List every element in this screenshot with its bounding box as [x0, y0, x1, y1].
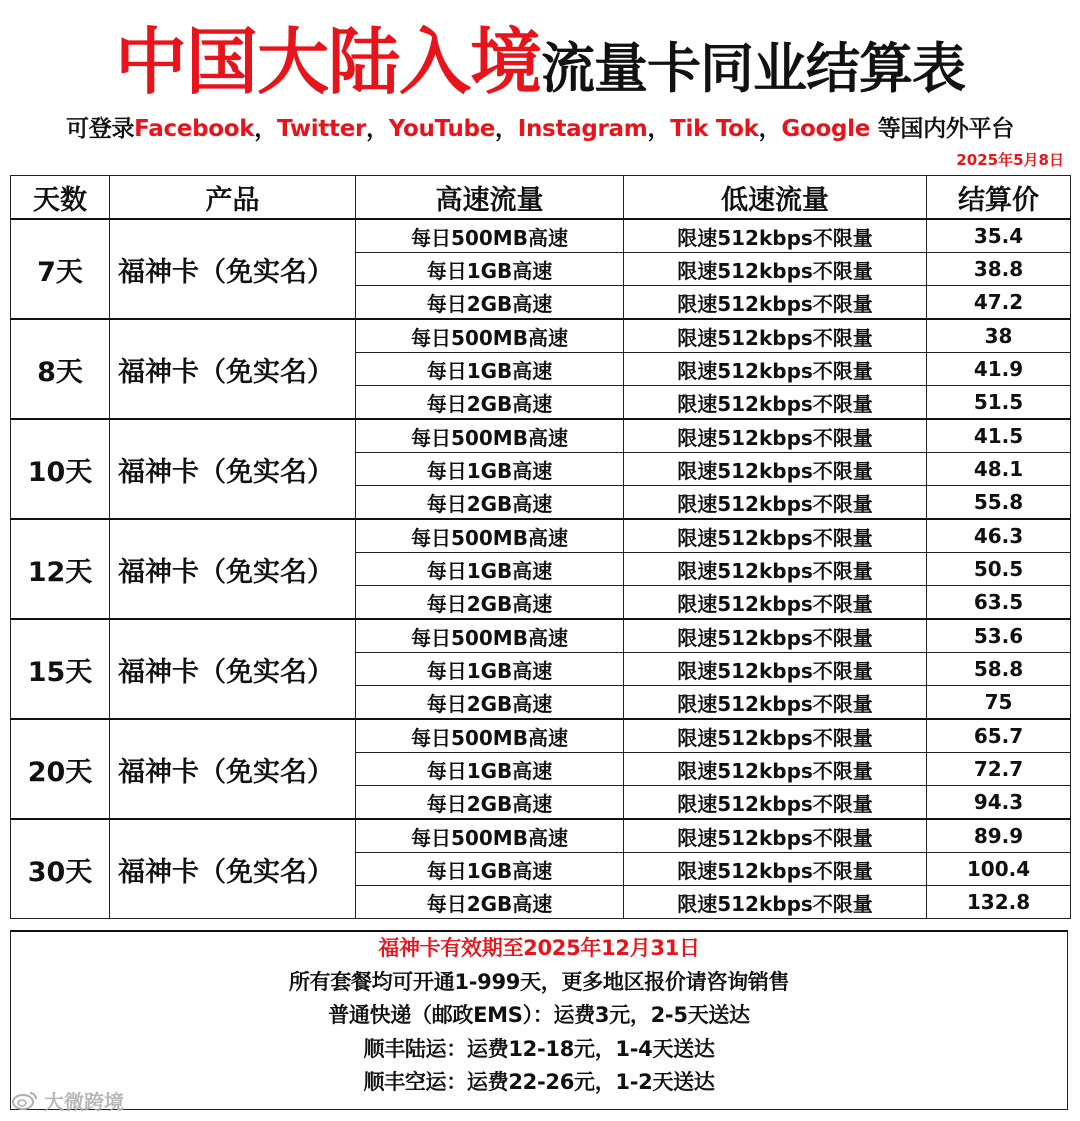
note-line: 顺丰陆运：运费12-18元，1-4天送达: [363, 1036, 715, 1061]
high-speed-cell: 每日1GB高速: [356, 353, 624, 386]
low-speed-cell: 限速512kbps不限量: [624, 586, 927, 620]
price-cell: 58.8: [927, 653, 1071, 686]
subtitle-separator: ，: [495, 116, 518, 142]
high-speed-cell: 每日500MB高速: [356, 219, 624, 253]
high-speed-cell: 每日1GB高速: [356, 653, 624, 686]
price-cell: 65.7: [927, 719, 1071, 753]
table-row: [11, 219, 1071, 253]
price-cell: 38.8: [927, 253, 1071, 286]
product-cell: 福神卡（免实名）: [110, 819, 356, 919]
table-row: [11, 619, 1071, 653]
notes-box: [10, 930, 1068, 1110]
platform-instagram: Instagram: [517, 116, 648, 142]
price-cell: 89.9: [927, 819, 1071, 853]
subtitle-separator: ，: [758, 116, 782, 142]
low-speed-cell: 限速512kbps不限量: [624, 653, 927, 686]
table-row: [11, 519, 1071, 553]
high-speed-cell: 每日2GB高速: [356, 486, 624, 520]
low-speed-cell: 限速512kbps不限量: [624, 486, 927, 520]
subtitle-separator: ，: [366, 116, 389, 142]
low-speed-cell: 限速512kbps不限量: [624, 319, 927, 353]
high-speed-cell: 每日2GB高速: [356, 386, 624, 420]
low-speed-cell: 限速512kbps不限量: [624, 553, 927, 586]
product-cell: 福神卡（免实名）: [110, 319, 356, 419]
platform-twitter: Twitter: [276, 116, 367, 142]
note-line: 普通快递（邮政EMS）：运费3元，2-5天送达: [328, 1003, 750, 1028]
high-speed-cell: 每日2GB高速: [356, 886, 624, 919]
low-speed-cell: 限速512kbps不限量: [624, 853, 927, 886]
low-speed-cell: 限速512kbps不限量: [624, 686, 927, 720]
subtitle-separator: ，: [647, 116, 671, 142]
title-black: 流量卡同业结算表: [541, 37, 965, 100]
high-speed-cell: 每日2GB高速: [356, 586, 624, 620]
days-cell: 20天: [11, 719, 110, 819]
price-cell: 38: [927, 319, 1071, 353]
days-cell: 7天: [11, 219, 110, 319]
low-speed-cell: 限速512kbps不限量: [624, 819, 927, 853]
price-cell: 35.4: [927, 219, 1071, 253]
low-speed-cell: 限速512kbps不限量: [624, 619, 927, 653]
high-speed-cell: 每日1GB高速: [356, 253, 624, 286]
product-cell: 福神卡（免实名）: [110, 619, 356, 719]
price-cell: 132.8: [927, 886, 1071, 919]
high-speed-cell: 每日500MB高速: [356, 519, 624, 553]
days-cell: 8天: [11, 319, 110, 419]
note-line: 顺丰空运：运费22-26元，1-2天送达: [363, 1070, 715, 1095]
product-cell: 福神卡（免实名）: [110, 419, 356, 519]
subtitle-suffix: 等国内外平台: [870, 116, 1014, 142]
price-cell: 50.5: [927, 553, 1071, 586]
product-cell: 福神卡（免实名）: [110, 219, 356, 319]
subtitle-prefix: 可登录: [66, 116, 135, 142]
table-header-row: [11, 176, 1071, 220]
header-low-speed: 低速流量: [624, 176, 927, 220]
high-speed-cell: 每日500MB高速: [356, 419, 624, 453]
header-high-speed: 高速流量: [356, 176, 624, 220]
platform-youtube: YouTube: [388, 116, 496, 142]
subtitle: [0, 110, 1080, 144]
low-speed-cell: 限速512kbps不限量: [624, 253, 927, 286]
price-cell: 72.7: [927, 753, 1071, 786]
low-speed-cell: 限速512kbps不限量: [624, 286, 927, 320]
watermark-text: 大微跨境: [44, 1089, 124, 1114]
watermark: [12, 1088, 124, 1112]
platform-tiktok: Tik Tok: [670, 116, 759, 142]
price-table: [10, 175, 1071, 919]
high-speed-cell: 每日1GB高速: [356, 853, 624, 886]
price-cell: 94.3: [927, 786, 1071, 820]
days-cell: 12天: [11, 519, 110, 619]
high-speed-cell: 每日1GB高速: [356, 453, 624, 486]
table-row: [11, 419, 1071, 453]
high-speed-cell: 每日1GB高速: [356, 753, 624, 786]
table-row: [11, 719, 1071, 753]
price-cell: 41.9: [927, 353, 1071, 386]
high-speed-cell: 每日500MB高速: [356, 619, 624, 653]
product-cell: 福神卡（免实名）: [110, 519, 356, 619]
high-speed-cell: 每日500MB高速: [356, 319, 624, 353]
high-speed-cell: 每日2GB高速: [356, 686, 624, 720]
price-cell: 48.1: [927, 453, 1071, 486]
price-cell: 63.5: [927, 586, 1071, 620]
product-cell: 福神卡（免实名）: [110, 719, 356, 819]
weibo-logo-icon: [12, 1090, 38, 1110]
price-cell: 75: [927, 686, 1071, 720]
price-cell: 51.5: [927, 386, 1071, 420]
low-speed-cell: 限速512kbps不限量: [624, 453, 927, 486]
high-speed-cell: 每日500MB高速: [356, 819, 624, 853]
days-cell: 10天: [11, 419, 110, 519]
price-cell: 41.5: [927, 419, 1071, 453]
date-label: 2025年5月8日: [956, 151, 1064, 169]
header-price: 结算价: [927, 176, 1071, 220]
header-product: 产品: [110, 176, 356, 220]
price-cell: 53.6: [927, 619, 1071, 653]
price-cell: 46.3: [927, 519, 1071, 553]
price-cell: 55.8: [927, 486, 1071, 520]
table-row: [11, 819, 1071, 853]
page-title: [0, 4, 1080, 104]
high-speed-cell: 每日500MB高速: [356, 719, 624, 753]
low-speed-cell: 限速512kbps不限量: [624, 386, 927, 420]
price-cell: 100.4: [927, 853, 1071, 886]
validity-note: 福神卡有效期至2025年12月31日: [378, 936, 700, 960]
low-speed-cell: 限速512kbps不限量: [624, 219, 927, 253]
table-body: [11, 219, 1071, 919]
low-speed-cell: 限速512kbps不限量: [624, 353, 927, 386]
days-cell: 30天: [11, 819, 110, 919]
low-speed-cell: 限速512kbps不限量: [624, 886, 927, 919]
subtitle-separator: ，: [254, 116, 277, 142]
title-red: 中国大陆入境: [114, 20, 541, 104]
table-row: [11, 319, 1071, 353]
platform-google: Google: [781, 116, 871, 142]
low-speed-cell: 限速512kbps不限量: [624, 753, 927, 786]
days-cell: 15天: [11, 619, 110, 719]
low-speed-cell: 限速512kbps不限量: [624, 786, 927, 820]
price-cell: 47.2: [927, 286, 1071, 320]
header-days: 天数: [11, 176, 110, 220]
high-speed-cell: 每日1GB高速: [356, 553, 624, 586]
note-line: 所有套餐均可开通1-999天，更多地区报价请咨询销售: [288, 969, 790, 994]
high-speed-cell: 每日2GB高速: [356, 286, 624, 320]
high-speed-cell: 每日2GB高速: [356, 786, 624, 820]
low-speed-cell: 限速512kbps不限量: [624, 419, 927, 453]
platform-facebook: Facebook: [134, 116, 255, 142]
low-speed-cell: 限速512kbps不限量: [624, 719, 927, 753]
low-speed-cell: 限速512kbps不限量: [624, 519, 927, 553]
